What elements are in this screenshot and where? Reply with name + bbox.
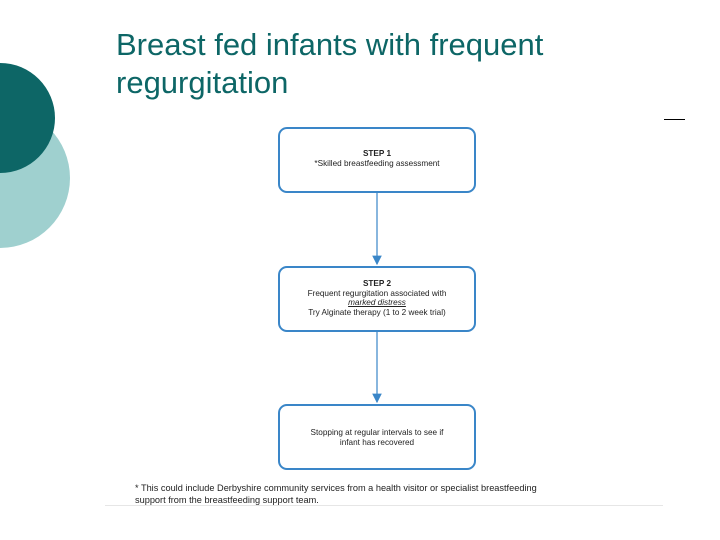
- step-1-box: [278, 127, 476, 193]
- footnote-line-1: * This could include Derbyshire community services from a health visitor or specialist breastfeeding: [135, 483, 537, 493]
- step-2-box: [278, 266, 476, 332]
- footnote-line-2: support from the breastfeeding support team.: [135, 495, 319, 505]
- slide-title-line-1: Breast fed infants with frequent: [116, 27, 544, 62]
- step-2-heading: STEP 2: [362, 279, 392, 288]
- step-1-heading: STEP 1: [362, 149, 392, 158]
- step-3-text-line-2: infant has recovered: [339, 437, 415, 447]
- footnote: [135, 482, 615, 506]
- step-2-text-line-3: Try Alginate therapy (1 to 2 week trial): [308, 307, 446, 317]
- slide-title-line-2: regurgitation: [116, 65, 289, 100]
- step-3-box: [278, 404, 476, 470]
- bottom-divider: [105, 505, 663, 506]
- step-1-text: *Skilled breastfeeding assessment: [314, 158, 440, 168]
- step-2-text-line-2: marked distress: [348, 298, 406, 308]
- step-2-text-line-1: Frequent regurgitation associated with: [307, 288, 447, 298]
- step-3-text-line-1: Stopping at regular intervals to see if: [310, 428, 444, 437]
